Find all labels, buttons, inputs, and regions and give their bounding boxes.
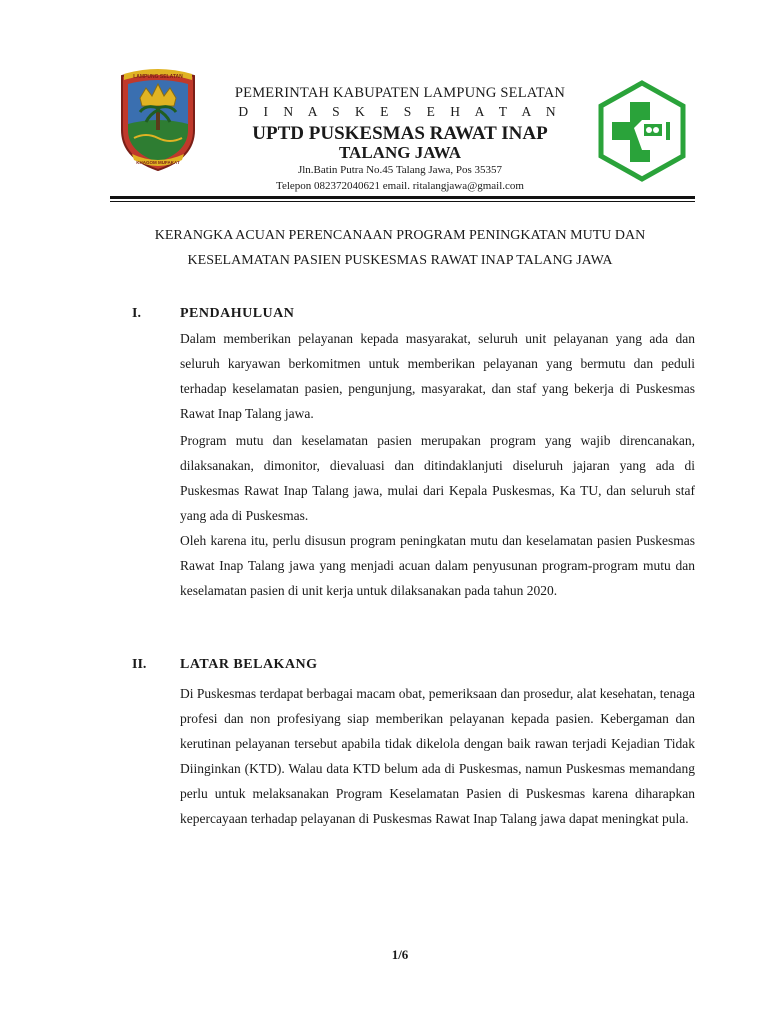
facility-town: TALANG JAWA xyxy=(338,143,461,162)
paragraph: Program mutu dan keselamatan pasien merupakan program yang wajib direncanakan, dilaksanakan, dimonitor, dievaluasi dan ditindaklanjuti diseluruh jajaran yang ada di Puskesmas Rawat Inap Talang jawa, mulai dari Kepala Puskesmas, Ka TU, dan seluruh staf yang ada di Puskesmas. xyxy=(180,433,695,523)
facility-name: UPTD PUSKESMAS RAWAT INAP xyxy=(252,123,548,144)
document-title-line1: KERANGKA ACUAN PERENCANAAN PROGRAM PENINGKATAN MUTU DAN xyxy=(154,228,646,243)
section-number: I. xyxy=(132,306,141,321)
section-heading: PENDAHULUAN xyxy=(180,306,295,321)
facility-contact: Telepon 082372040621 email. ritalangjawa@gmail.com xyxy=(276,180,524,192)
puskesmas-green-cross-icon xyxy=(596,80,688,182)
letterhead-rule-thick xyxy=(110,196,695,199)
paragraph: Oleh karena itu, perlu disusun program peningkatan mutu dan keselamatan pasien Puskesmas Rawat Inap Talang jawa yang menjadi acuan dalam penyusunan program-program mutu dan keselamatan pasien di unit kerja untuk dilaksanakan pada tahun 2020. xyxy=(180,533,695,598)
paragraph: Di Puskesmas terdapat berbagai macam obat, pemeriksaan dan prosedur, alat kesehatan, tenaga profesi dan non profesiyang siap memberikan pelayanan kepada pasien. Kebergaman dan kerutinan pelayanan tersebut apabila tidak dikelola dengan baik rawan terjadi Kejadian Tidak Diinginkan (KTD). Walau data KTD belum ada di Puskesmas, namun Puskesmas memandang perlu untuk melaksanakan Program Keselamatan Pasien di Puskesmas karena diharapkan kepercayaan terhadap pelayanan di Puskesmas Rawat Inap Talang jawa dapat meningkat pula. xyxy=(180,686,695,826)
department-name: D I N A S K E S E H A T A N xyxy=(238,104,562,119)
logo-motto-text: KHAGOM MUFAKAT xyxy=(136,160,180,165)
government-name: PEMERINTAH KABUPATEN LAMPUNG SELATAN xyxy=(234,85,566,101)
section-number: II. xyxy=(132,657,147,672)
letterhead-rule-thin xyxy=(110,201,695,202)
page-number: 1/6 xyxy=(391,947,409,962)
section-heading: LATAR BELAKANG xyxy=(180,657,318,672)
document-title-line2: KESELAMATAN PASIEN PUSKESMAS RAWAT INAP TALANG JAWA xyxy=(187,253,613,268)
paragraph: Dalam memberikan pelayanan kepada masyarakat, seluruh unit pelayanan yang ada dan seluruh karyawan berkomitmen untuk memberikan pelayanan yang bermutu dan peduli terhadap keselamatan pasien, pengunjung, masyarakat, dan staf yang bekerja di Puskesmas Rawat Inap Talang jawa. xyxy=(180,331,695,421)
logo-banner-text: LAMPUNG SELATAN xyxy=(133,74,183,80)
lampung-selatan-coat-of-arms-icon xyxy=(116,68,200,172)
facility-address: Jln.Batin Putra No.45 Talang Jawa, Pos 35357 xyxy=(297,164,503,176)
